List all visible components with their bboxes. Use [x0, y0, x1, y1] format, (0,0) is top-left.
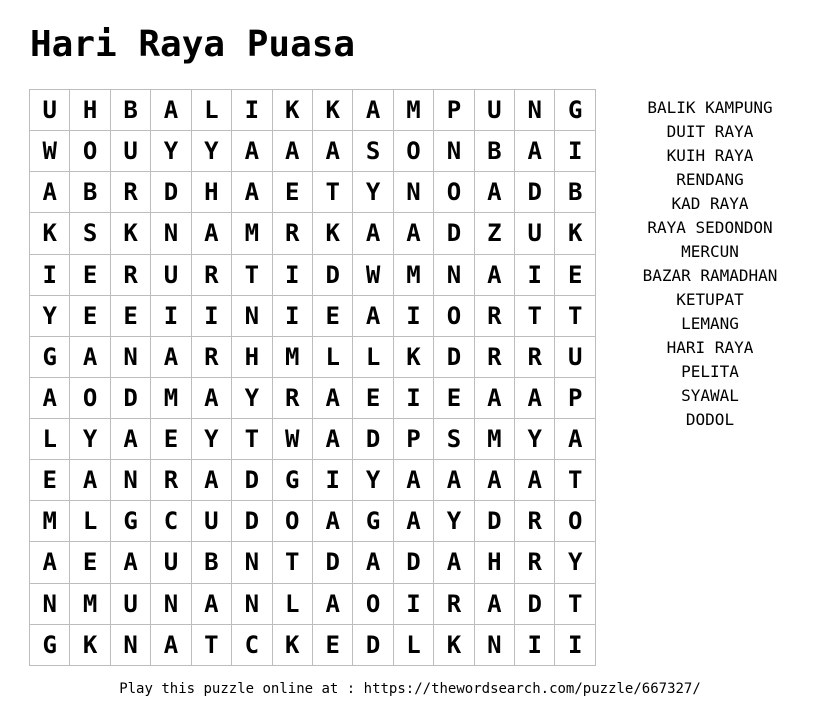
grid-cell[interactable]: Y: [555, 542, 595, 583]
grid-cell[interactable]: T: [273, 542, 313, 583]
grid-cell[interactable]: Y: [30, 296, 70, 337]
grid-cell[interactable]: H: [70, 90, 110, 131]
grid-cell[interactable]: A: [475, 255, 515, 296]
grid-row: [30, 90, 596, 131]
grid-cell[interactable]: C: [151, 501, 191, 542]
grid-cell[interactable]: L: [70, 501, 110, 542]
grid-cell[interactable]: E: [70, 255, 110, 296]
grid-cell[interactable]: D: [515, 584, 555, 625]
grid-cell[interactable]: A: [515, 460, 555, 501]
grid-cell[interactable]: B: [111, 90, 151, 131]
grid-row: [30, 501, 596, 542]
grid-row: [30, 542, 596, 583]
grid-cell[interactable]: D: [475, 501, 515, 542]
grid-cell[interactable]: O: [70, 131, 110, 172]
grid-cell[interactable]: N: [232, 296, 272, 337]
grid-cell[interactable]: I: [515, 625, 555, 666]
grid-cell[interactable]: A: [192, 378, 232, 419]
grid-cell[interactable]: R: [475, 296, 515, 337]
grid-cell[interactable]: Y: [353, 172, 393, 213]
grid-cell[interactable]: E: [70, 296, 110, 337]
grid-cell[interactable]: A: [475, 378, 515, 419]
grid-row: [30, 337, 596, 378]
grid-cell[interactable]: D: [434, 213, 474, 254]
grid-cell[interactable]: D: [394, 542, 434, 583]
grid-cell[interactable]: P: [434, 90, 474, 131]
grid-cell[interactable]: K: [313, 213, 353, 254]
grid-cell[interactable]: I: [555, 625, 595, 666]
grid-cell[interactable]: B: [70, 172, 110, 213]
grid-cell[interactable]: A: [30, 172, 70, 213]
grid-cell[interactable]: A: [515, 378, 555, 419]
grid-cell[interactable]: A: [475, 460, 515, 501]
grid-cell[interactable]: A: [192, 584, 232, 625]
grid-cell[interactable]: B: [475, 131, 515, 172]
grid-cell[interactable]: P: [555, 378, 595, 419]
word-list: [630, 96, 790, 432]
grid-cell[interactable]: A: [151, 625, 191, 666]
word-list-item: LEMANG: [681, 314, 739, 333]
grid-cell[interactable]: O: [353, 584, 393, 625]
grid-cell[interactable]: N: [232, 584, 272, 625]
grid-cell[interactable]: B: [192, 542, 232, 583]
grid-cell[interactable]: K: [273, 625, 313, 666]
grid-cell[interactable]: K: [273, 90, 313, 131]
grid-cell[interactable]: G: [353, 501, 393, 542]
grid-cell[interactable]: M: [273, 337, 313, 378]
grid-cell[interactable]: K: [30, 213, 70, 254]
page-title: Hari Raya Puasa: [30, 24, 356, 65]
grid-cell[interactable]: R: [192, 255, 232, 296]
grid-cell[interactable]: T: [232, 255, 272, 296]
grid-cell[interactable]: I: [273, 255, 313, 296]
grid-cell[interactable]: D: [515, 172, 555, 213]
word-list-item: DODOL: [685, 410, 735, 429]
grid-cell[interactable]: R: [111, 172, 151, 213]
grid-cell[interactable]: T: [555, 584, 595, 625]
grid-cell[interactable]: H: [232, 337, 272, 378]
grid-cell[interactable]: O: [434, 172, 474, 213]
grid-cell[interactable]: I: [394, 584, 434, 625]
grid-cell[interactable]: U: [30, 90, 70, 131]
grid-cell[interactable]: A: [515, 131, 555, 172]
grid-cell[interactable]: I: [151, 296, 191, 337]
grid-cell[interactable]: N: [111, 625, 151, 666]
grid-cell[interactable]: E: [555, 255, 595, 296]
grid-cell[interactable]: A: [434, 542, 474, 583]
grid-cell[interactable]: A: [151, 90, 191, 131]
grid-cell[interactable]: D: [353, 625, 393, 666]
word-list-item: DUIT RAYA: [666, 122, 754, 141]
grid-cell[interactable]: I: [30, 255, 70, 296]
grid-cell[interactable]: N: [151, 213, 191, 254]
grid-cell[interactable]: A: [313, 501, 353, 542]
grid-cell[interactable]: Y: [434, 501, 474, 542]
grid-row: [30, 131, 596, 172]
word-list-item: MERCUN: [681, 242, 739, 261]
word-list-item: HARI RAYA: [666, 338, 754, 357]
grid-cell[interactable]: R: [515, 542, 555, 583]
grid-cell[interactable]: L: [313, 337, 353, 378]
grid-cell[interactable]: M: [70, 584, 110, 625]
grid-cell[interactable]: K: [394, 337, 434, 378]
grid-cell[interactable]: B: [555, 172, 595, 213]
word-list-item: SYAWAL: [681, 386, 739, 405]
grid-cell[interactable]: N: [232, 542, 272, 583]
grid-cell[interactable]: N: [434, 255, 474, 296]
grid-cell[interactable]: U: [555, 337, 595, 378]
grid-cell[interactable]: I: [192, 296, 232, 337]
grid-cell[interactable]: A: [111, 542, 151, 583]
grid-cell[interactable]: A: [313, 419, 353, 460]
grid-cell[interactable]: E: [111, 296, 151, 337]
grid-cell[interactable]: S: [434, 419, 474, 460]
grid-cell[interactable]: E: [30, 460, 70, 501]
grid-cell[interactable]: T: [313, 172, 353, 213]
grid-cell[interactable]: T: [192, 625, 232, 666]
grid-cell[interactable]: O: [394, 131, 434, 172]
grid-cell[interactable]: R: [192, 337, 232, 378]
grid-cell[interactable]: U: [151, 542, 191, 583]
grid-cell[interactable]: R: [515, 501, 555, 542]
grid-cell[interactable]: I: [273, 296, 313, 337]
grid-cell[interactable]: R: [111, 255, 151, 296]
grid-cell[interactable]: N: [475, 625, 515, 666]
grid-cell[interactable]: D: [232, 501, 272, 542]
grid-cell[interactable]: P: [394, 419, 434, 460]
grid-cell[interactable]: R: [151, 460, 191, 501]
grid-cell[interactable]: N: [30, 584, 70, 625]
grid-cell[interactable]: K: [434, 625, 474, 666]
grid-cell[interactable]: O: [70, 378, 110, 419]
grid-cell[interactable]: U: [192, 501, 232, 542]
grid-cell[interactable]: Y: [515, 419, 555, 460]
grid-row: [30, 172, 596, 213]
grid-cell[interactable]: M: [151, 378, 191, 419]
grid-cell[interactable]: A: [232, 172, 272, 213]
grid-cell[interactable]: W: [273, 419, 313, 460]
grid-cell[interactable]: U: [151, 255, 191, 296]
grid-cell[interactable]: A: [70, 460, 110, 501]
grid-cell[interactable]: D: [111, 378, 151, 419]
grid-cell[interactable]: Y: [192, 419, 232, 460]
grid-cell[interactable]: A: [353, 213, 393, 254]
grid-cell[interactable]: A: [353, 542, 393, 583]
grid-cell[interactable]: A: [30, 542, 70, 583]
grid-cell[interactable]: E: [313, 296, 353, 337]
grid-cell[interactable]: A: [394, 213, 434, 254]
grid-cell[interactable]: K: [555, 213, 595, 254]
grid-cell[interactable]: U: [475, 90, 515, 131]
grid-cell[interactable]: Y: [70, 419, 110, 460]
grid-cell[interactable]: L: [30, 419, 70, 460]
word-list-item: KAD RAYA: [671, 194, 749, 213]
grid-cell[interactable]: N: [111, 337, 151, 378]
grid-cell[interactable]: I: [515, 255, 555, 296]
grid-cell[interactable]: N: [515, 90, 555, 131]
grid-cell[interactable]: A: [555, 419, 595, 460]
grid-cell[interactable]: R: [273, 213, 313, 254]
grid-cell[interactable]: E: [273, 172, 313, 213]
grid-cell[interactable]: A: [30, 378, 70, 419]
grid-cell[interactable]: A: [70, 337, 110, 378]
grid-row: [30, 213, 596, 254]
grid-cell[interactable]: T: [232, 419, 272, 460]
grid-cell[interactable]: G: [111, 501, 151, 542]
grid-cell[interactable]: O: [434, 296, 474, 337]
grid-cell[interactable]: K: [111, 213, 151, 254]
grid-cell[interactable]: R: [434, 584, 474, 625]
grid-cell[interactable]: E: [313, 625, 353, 666]
grid-cell[interactable]: S: [353, 131, 393, 172]
grid-cell[interactable]: E: [70, 542, 110, 583]
word-list-item: RAYA SEDONDON: [647, 218, 773, 237]
grid-cell[interactable]: A: [192, 213, 232, 254]
grid-cell[interactable]: D: [313, 255, 353, 296]
grid-cell[interactable]: I: [394, 296, 434, 337]
grid-cell[interactable]: N: [434, 131, 474, 172]
grid-cell[interactable]: A: [475, 584, 515, 625]
footer-text: Play this puzzle online at : https://thewordsearch.com/puzzle/667327/: [119, 681, 701, 697]
grid-cell[interactable]: G: [555, 90, 595, 131]
grid-cell[interactable]: Y: [353, 460, 393, 501]
grid-cell[interactable]: A: [475, 172, 515, 213]
grid-cell[interactable]: Y: [232, 378, 272, 419]
word-list-item: RENDANG: [676, 170, 744, 189]
grid-cell[interactable]: T: [555, 296, 595, 337]
grid-cell[interactable]: I: [394, 378, 434, 419]
grid-row: [30, 584, 596, 625]
grid-cell[interactable]: I: [232, 90, 272, 131]
grid-cell[interactable]: R: [475, 337, 515, 378]
grid-cell[interactable]: A: [353, 296, 393, 337]
grid-cell[interactable]: T: [515, 296, 555, 337]
grid-cell[interactable]: W: [353, 255, 393, 296]
grid-cell[interactable]: G: [30, 625, 70, 666]
grid-cell[interactable]: M: [232, 213, 272, 254]
grid-cell[interactable]: A: [313, 378, 353, 419]
grid-cell[interactable]: A: [151, 337, 191, 378]
grid-row: [30, 419, 596, 460]
grid-cell[interactable]: L: [353, 337, 393, 378]
grid-cell[interactable]: N: [111, 460, 151, 501]
grid-cell[interactable]: U: [111, 131, 151, 172]
grid-cell[interactable]: G: [30, 337, 70, 378]
grid-cell[interactable]: A: [353, 90, 393, 131]
grid-cell[interactable]: L: [394, 625, 434, 666]
grid-cell[interactable]: D: [353, 419, 393, 460]
grid-cell[interactable]: E: [353, 378, 393, 419]
grid-cell[interactable]: W: [30, 131, 70, 172]
grid-cell[interactable]: D: [151, 172, 191, 213]
grid-cell[interactable]: M: [30, 501, 70, 542]
grid-cell[interactable]: Y: [151, 131, 191, 172]
grid-cell[interactable]: D: [313, 542, 353, 583]
grid-cell[interactable]: A: [192, 460, 232, 501]
grid-cell[interactable]: D: [434, 337, 474, 378]
grid-row: [30, 296, 596, 337]
grid-cell[interactable]: A: [313, 131, 353, 172]
grid-cell[interactable]: D: [232, 460, 272, 501]
grid-cell[interactable]: L: [192, 90, 232, 131]
grid-cell[interactable]: S: [70, 213, 110, 254]
word-list-item: PELITA: [681, 362, 739, 381]
grid-cell[interactable]: I: [555, 131, 595, 172]
grid-cell[interactable]: A: [394, 501, 434, 542]
grid-cell[interactable]: A: [273, 131, 313, 172]
grid-cell[interactable]: K: [313, 90, 353, 131]
grid-cell[interactable]: R: [515, 337, 555, 378]
word-list-item: BALIK KAMPUNG: [647, 98, 773, 117]
grid-cell[interactable]: R: [273, 378, 313, 419]
grid-cell[interactable]: G: [273, 460, 313, 501]
grid-row: [30, 255, 596, 296]
word-list-item: BAZAR RAMADHAN: [642, 266, 778, 285]
grid-row: [30, 460, 596, 501]
grid-cell[interactable]: O: [555, 501, 595, 542]
grid-cell[interactable]: U: [515, 213, 555, 254]
grid-cell[interactable]: E: [151, 419, 191, 460]
letter-grid: [29, 89, 596, 666]
grid-cell[interactable]: H: [192, 172, 232, 213]
grid-cell[interactable]: E: [434, 378, 474, 419]
grid-cell[interactable]: L: [273, 584, 313, 625]
grid-cell[interactable]: A: [434, 460, 474, 501]
grid-cell[interactable]: M: [475, 419, 515, 460]
grid-cell[interactable]: K: [70, 625, 110, 666]
grid-cell[interactable]: N: [394, 172, 434, 213]
grid-cell[interactable]: C: [232, 625, 272, 666]
grid-cell[interactable]: U: [111, 584, 151, 625]
grid-cell[interactable]: Y: [192, 131, 232, 172]
word-list-item: KUIH RAYA: [666, 146, 754, 165]
grid-cell[interactable]: T: [555, 460, 595, 501]
grid-cell[interactable]: A: [111, 419, 151, 460]
grid-cell[interactable]: A: [394, 460, 434, 501]
grid-cell[interactable]: I: [313, 460, 353, 501]
grid-cell[interactable]: O: [273, 501, 313, 542]
grid-cell[interactable]: N: [151, 584, 191, 625]
word-list-item: KETUPAT: [676, 290, 744, 309]
grid-cell[interactable]: A: [232, 131, 272, 172]
grid-cell[interactable]: H: [475, 542, 515, 583]
grid-row: [30, 625, 596, 666]
grid-cell[interactable]: A: [313, 584, 353, 625]
grid-row: [30, 378, 596, 419]
grid-cell[interactable]: M: [394, 255, 434, 296]
grid-cell[interactable]: Z: [475, 213, 515, 254]
grid-cell[interactable]: M: [394, 90, 434, 131]
